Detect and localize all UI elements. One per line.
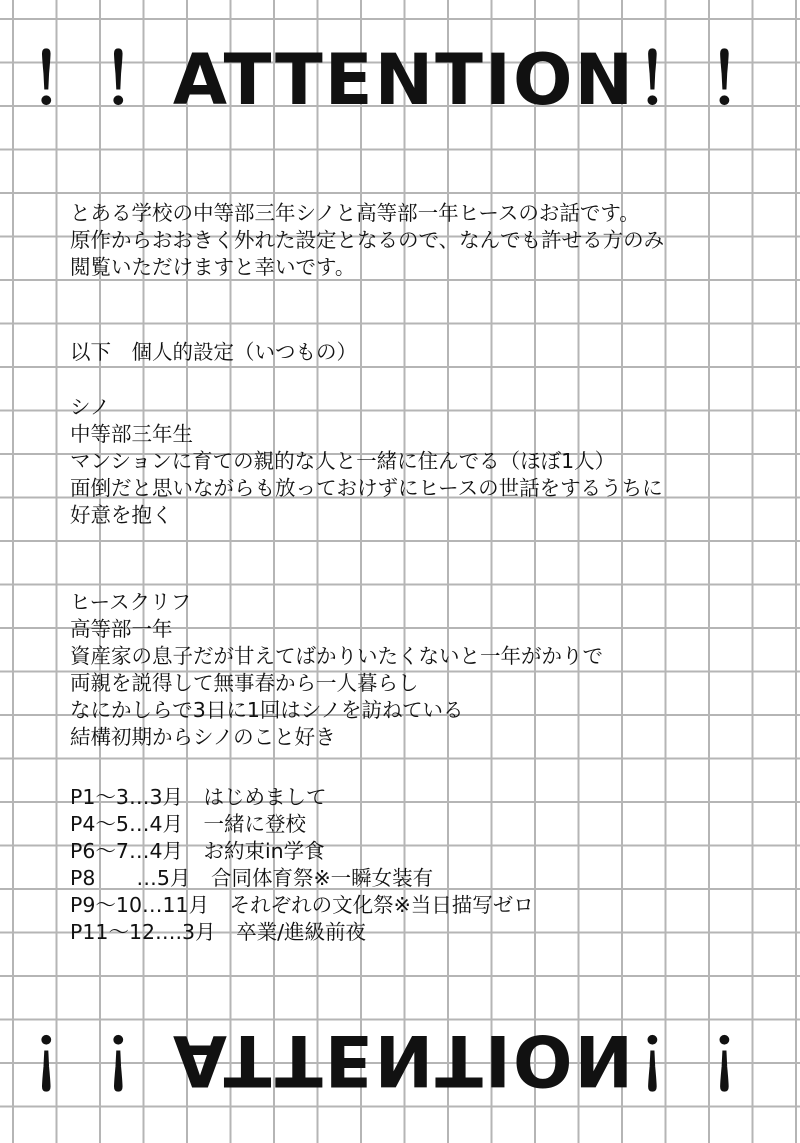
profile-line: 面倒だと思いながらも放っておけずにヒースの世話をするうちに [70,476,663,500]
character-name: ヒースクリフ [70,590,192,614]
attention-title-flipped: ！！ATTENTION！！ [28,1019,780,1101]
profile-line: 高等部一年 [70,617,173,641]
intro-line: とある学校の中等部三年シノと高等部一年ヒースのお話です。 [70,201,640,225]
schedule-row: P8 …5月 合同体育祭※一瞬女装有 [70,866,434,890]
profile-line: 結構初期からシノのこと好き [70,725,336,749]
profile-line: なにかしらで3日に1回はシノを訪ねている [70,698,464,722]
profile-line: 中等部三年生 [70,422,193,446]
page-schedule [70,784,760,946]
profile-line: マンションに育ての親的な人と一緒に住んでる（ほぼ1人） [70,449,616,473]
schedule-row: P9～10…11月 それぞれの文化祭※当日描写ゼロ [70,893,534,917]
settings-heading: 以下 個人的設定（いつもの） [70,340,357,364]
intro-line: 閲覧いただけますと幸いです。 [70,255,356,279]
character-name: シノ [70,395,111,419]
schedule-row: P11～12….3月 卒業/進級前夜 [70,920,366,944]
intro-line: 原作からおおきく外れた設定となるので、なんでも許せる方のみ [70,228,665,252]
schedule-row: P4～5…4月 一緒に登校 [70,812,306,836]
profile-line: 資産家の息子だが甘えてばかりいたくないと一年がかりで [70,644,603,668]
profile-line: 好意を抱く [70,503,173,527]
settings-heading-block [70,339,760,366]
schedule-row: P6～7…4月 お約束in学食 [70,839,325,863]
schedule-row: P1～3…3月 はじめまして [70,785,327,809]
intro-text [70,200,760,281]
heathcliff-profile [70,589,760,751]
shino-profile [70,394,760,529]
profile-line: 両親を説得して無事春から一人暮らし [70,671,419,695]
attention-title: ！！ATTENTION！！ [28,39,780,121]
